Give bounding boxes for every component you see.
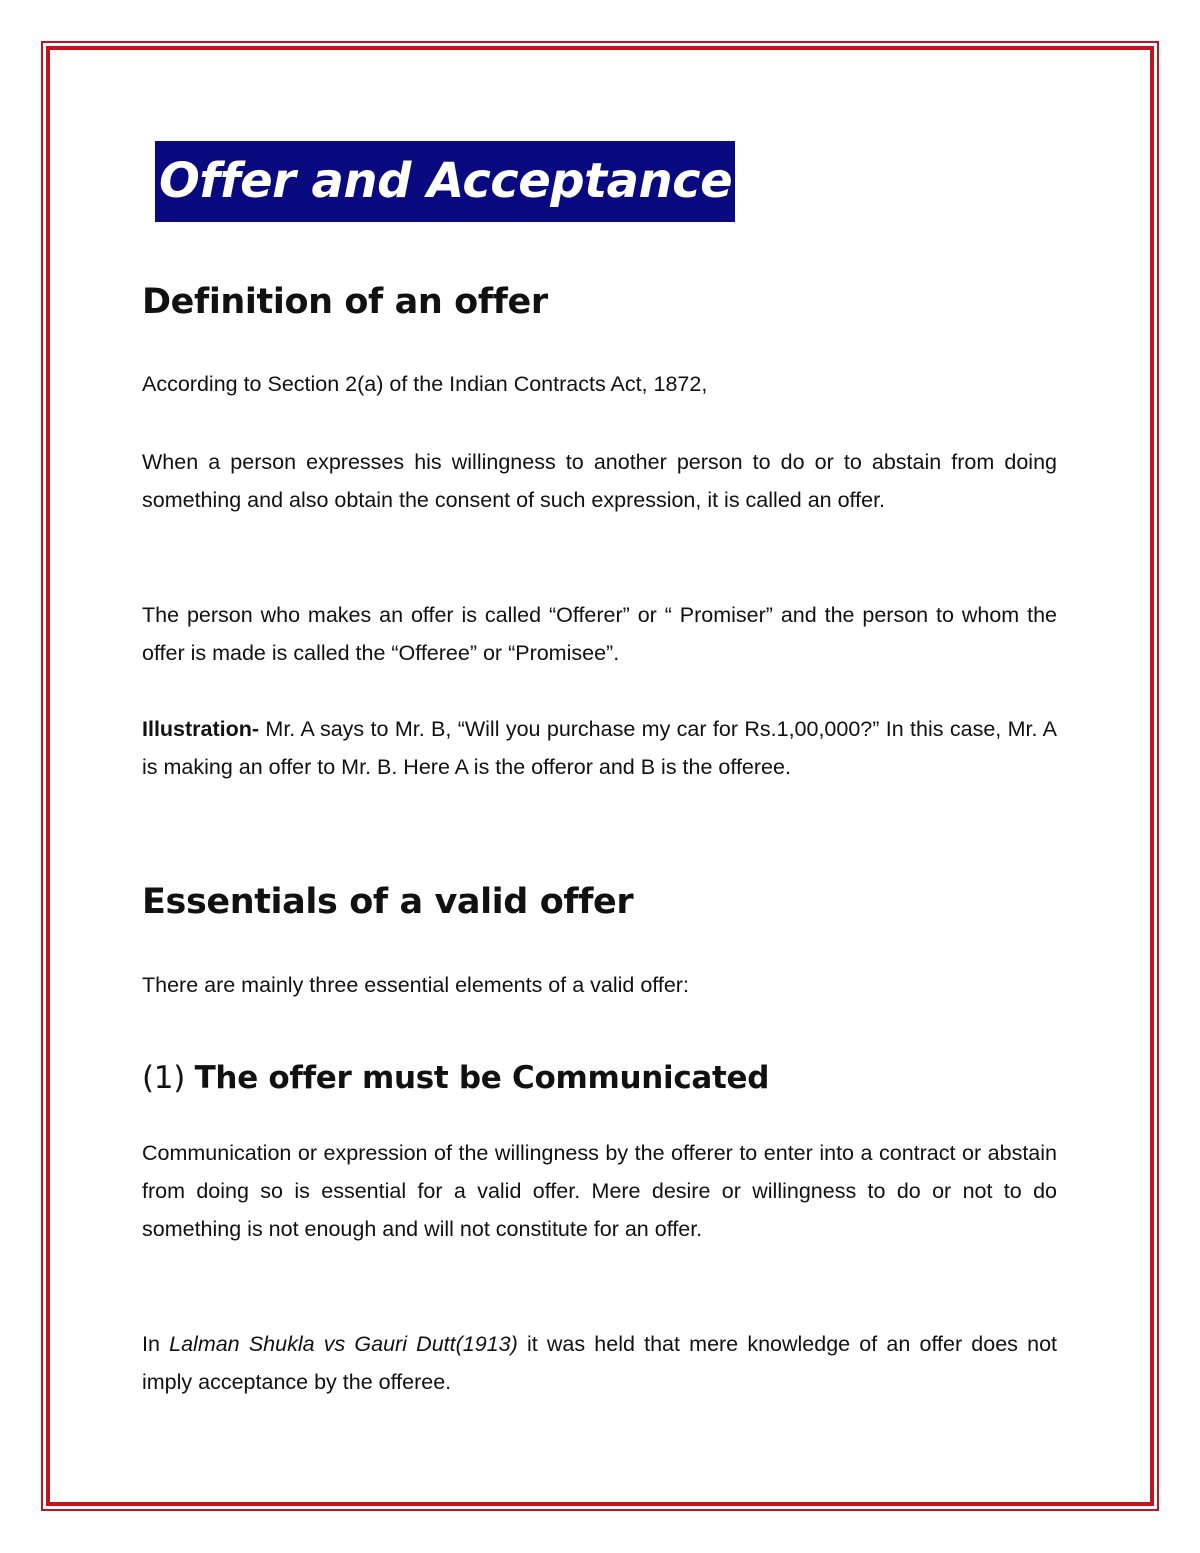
case-name: Lalman Shukla vs Gauri Dutt(1913) (169, 1332, 518, 1356)
case-prefix: In (142, 1332, 170, 1356)
heading-essentials-of-valid-offer: Essentials of a valid offer (142, 882, 634, 922)
definition-intro: According to Section 2(a) of the Indian Contracts Act, 1872, (142, 372, 708, 396)
subheading-text: The offer must be Communicated (194, 1060, 770, 1096)
offerer-offeree-paragraph: The person who makes an offer is called “Offerer” or “ Promiser” and the person to whom the offer is made is called the “Offeree” or “Promisee”. (142, 603, 1057, 665)
subheading-number: (1) (142, 1060, 195, 1096)
case-law-paragraph (142, 1325, 1057, 1401)
subheading-offer-communicated (142, 1059, 769, 1097)
document-title: Offer and Acceptance (159, 153, 733, 209)
essentials-intro: There are mainly three essential elements of a valid offer: (142, 973, 689, 997)
heading-definition-of-offer: Definition of an offer (142, 282, 548, 322)
communication-paragraph: Communication or expression of the willingness by the offerer to enter into a contract or abstain from doing so is essential for a valid offer. Mere desire or willingness to do or not to do something is not enough and will not constitute for an offer. (142, 1141, 1057, 1241)
illustration-label: Illustration- (142, 717, 260, 741)
definition-paragraph: When a person expresses his willingness to another person to do or to abstain from doing something and also obtain the consent of such expression, it is called an offer. (142, 450, 1057, 512)
case-suffix: it was held that mere knowledge of an offer does not imply acceptance by the offeree. (142, 1332, 1058, 1394)
illustration-text: Mr. A says to Mr. B, “Will you purchase my car for Rs.1,00,000?” In this case, Mr. A is making an offer to Mr. B. Here A is the offeror and B is the offeree. (142, 717, 1057, 779)
illustration-paragraph (142, 710, 1057, 786)
title-banner (155, 141, 735, 222)
